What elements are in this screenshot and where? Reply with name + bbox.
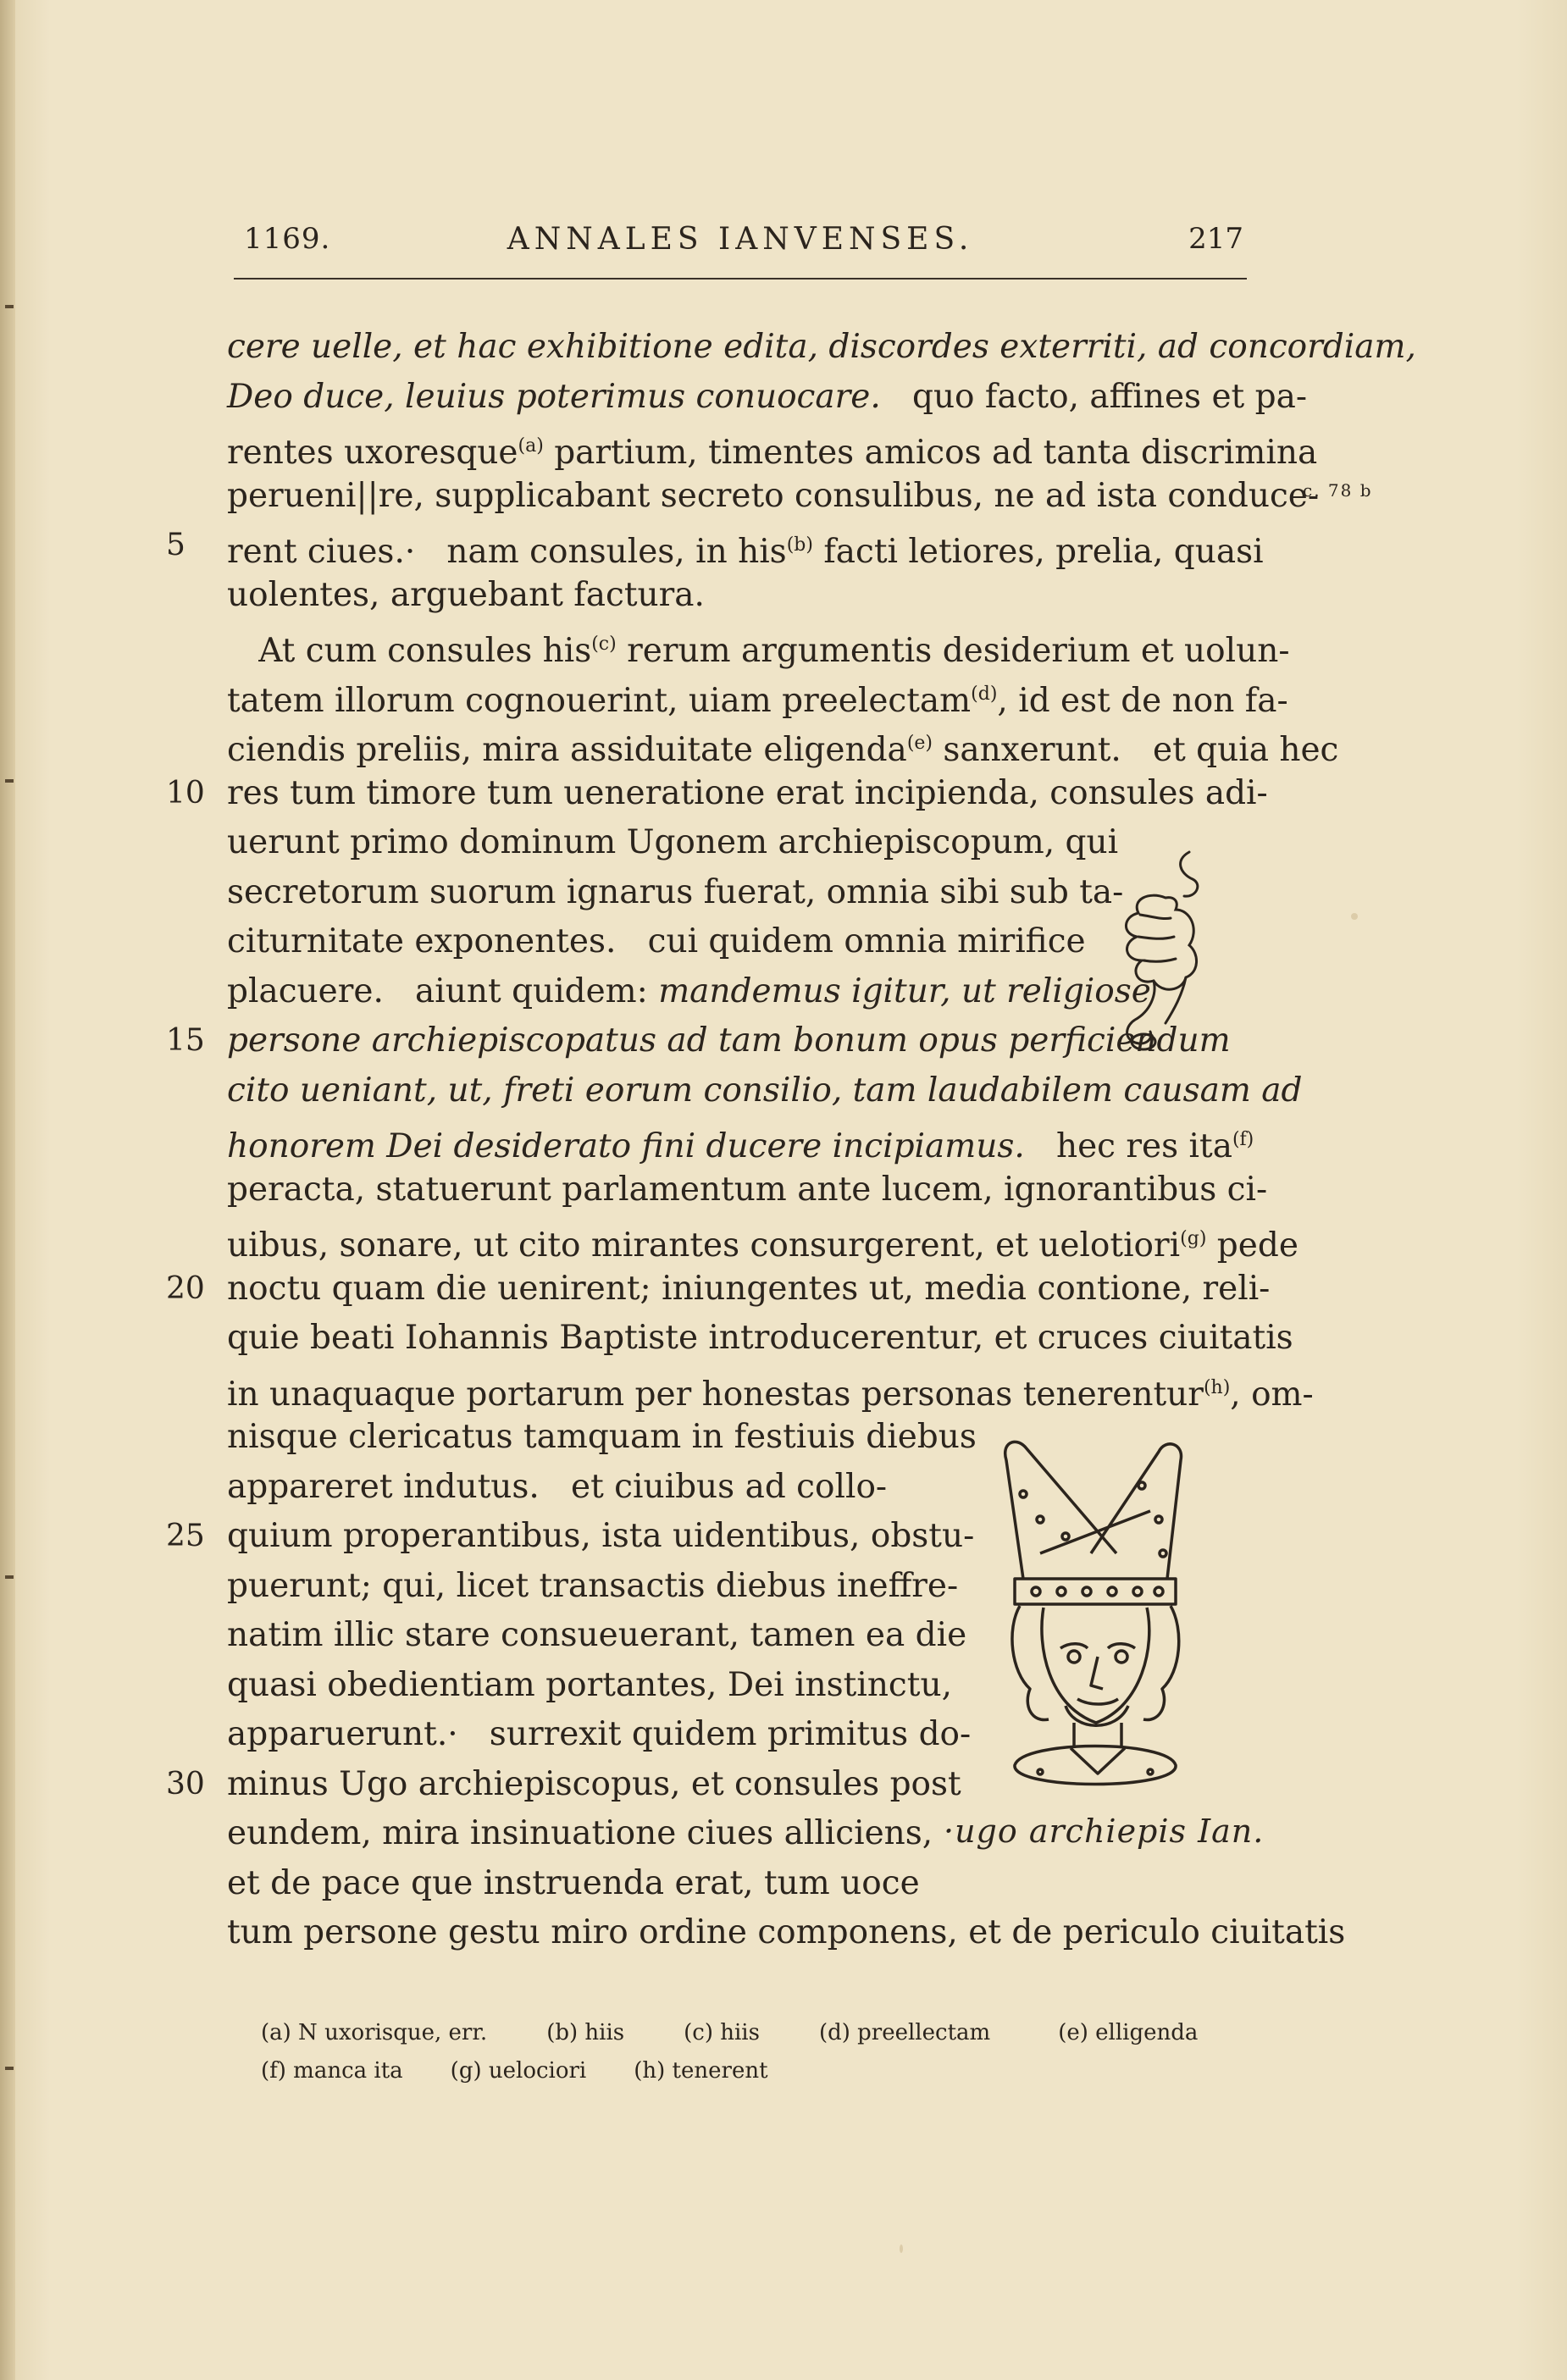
text-line: puerunt; qui, licet transactis diebus ineffre- [227, 1566, 959, 1605]
text-line: honorem Dei desiderato fini ducere incipiamus. hec res ita$^{(f)}$ [227, 1127, 1254, 1165]
archbishop-illustration [989, 1426, 1193, 1799]
text-line: perueni||re, supplicabant secreto consulibus, ne ad ista conduce- [227, 476, 1320, 515]
footnote: (a) N uxorisque, err. [261, 2020, 488, 2045]
text-line: peracta, statuerunt parlamentum ante lucem, ignorantibus ci- [227, 1170, 1268, 1209]
binding-stitch [5, 779, 14, 783]
text-line: quium properantibus, ista uidentibus, obstu- [227, 1517, 975, 1555]
binding-stitch [5, 1575, 14, 1579]
text-line: persone archiepiscopatus ad tam bonum opus perficiendum [227, 1021, 1231, 1060]
footnote: (e) elligenda [1058, 2020, 1199, 2045]
line-number: 10 [166, 775, 205, 811]
manicule-icon [1115, 845, 1208, 1057]
book-binding [0, 0, 15, 2380]
paper-spot [1351, 913, 1358, 920]
line-number: 25 [166, 1519, 205, 1553]
footnote: (h) tenerent [634, 2058, 768, 2084]
illustration-caption: ·ugo archiepis Ian. [944, 1813, 1265, 1850]
text-line: cere uelle, et hac exhibitione edita, discordes exterriti, ad concordiam, [227, 328, 1416, 366]
page-number: 217 [1188, 222, 1243, 256]
text-line: Deo duce, leuius poterimus conuocare. quo facto, affines et pa- [227, 377, 1307, 416]
line-number: 5 [166, 528, 185, 562]
text-line: natim illic stare consueuerant, tamen ea die [227, 1616, 967, 1654]
running-header [234, 222, 1247, 273]
footnote: (b) hiis [546, 2020, 625, 2045]
footnote: (d) preellectam [818, 2020, 991, 2045]
line-number: 30 [166, 1766, 205, 1802]
footnotes-row-1 [261, 2020, 1198, 2045]
margin-note: c. 78 b [1303, 480, 1373, 501]
text-line: At cum consules his$^{(c)}$ rerum argumentis desiderium et uolun- [227, 632, 1290, 670]
text-line: uolentes, arguebant factura. [227, 575, 705, 614]
header-rule [234, 278, 1247, 280]
text-line: minus Ugo archiepiscopus, et consules post [227, 1764, 961, 1803]
text-line: rentes uxoresque$^{(a)}$ partium, timentes amicos ad tanta discrimina [227, 434, 1318, 472]
text-line: secretorum suorum ignarus fuerat, omnia sibi sub ta- [227, 872, 1124, 911]
text-line: nisque clericatus tamquam in festiuis diebus [227, 1418, 977, 1456]
text-line: uibus, sonare, ut cito mirantes consurgerent, et uelotiori$^{(g)}$ pede [227, 1226, 1298, 1265]
text-line: rent ciues.· nam consules, in his$^{(b)}$ facti letiores, prelia, quasi [227, 533, 1264, 571]
footnote: (g) uelociori [450, 2058, 587, 2084]
footnote: (f) manca ita [261, 2058, 403, 2084]
text-line: cito ueniant, ut, freti eorum consilio, tam laudabilem causam ad [227, 1071, 1303, 1110]
header-year: 1169. [244, 222, 331, 256]
text-line: quasi obedientiam portantes, Dei instinctu, [227, 1665, 952, 1704]
text-line: placuere. aiunt quidem: mandemus igitur, ut religiose [227, 971, 1151, 1010]
footnotes-row-2 [261, 2058, 768, 2084]
text-line: ciendis preliis, mira assiduitate eligenda$^{(e)}$ sanxerunt. et quia hec [227, 731, 1339, 769]
text-line: apparuerunt.· surrexit quidem primitus do- [227, 1715, 972, 1753]
text-line: appareret indutus. et ciuibus ad collo- [227, 1467, 888, 1506]
text-line: eundem, mira insinuatione ciues alliciens, [227, 1814, 933, 1852]
text-line: noctu quam die uenirent; iniungentes ut, media contione, reli- [227, 1269, 1271, 1308]
binding-stitch [5, 305, 14, 308]
line-number: 15 [166, 1023, 205, 1058]
line-number: 20 [166, 1270, 205, 1306]
footnote: (c) hiis [684, 2020, 760, 2045]
text-line: citurnitate exponentes. cui quidem omnia mirifice [227, 922, 1086, 960]
text-line: tatem illorum cognouerint, uiam preelectam$^{(d)}$, id est de non fa- [227, 681, 1288, 720]
text-line: uerunt primo dominum Ugonem archiepiscopum, qui [227, 823, 1119, 861]
binding-stitch [5, 2067, 14, 2070]
text-line: tum persone gestu miro ordine componens, et de periculo ciuitatis [227, 1913, 1346, 1951]
header-title: ANNALES IANVENSES. [507, 222, 974, 257]
text-line: et de pace que instruenda erat, tum uoce [227, 1863, 920, 1902]
paper-spot [900, 2244, 903, 2253]
text-line: quie beati Iohannis Baptiste introducerentur, et cruces ciuitatis [227, 1319, 1293, 1357]
text-line: res tum timore tum ueneratione erat incipienda, consules adi- [227, 773, 1268, 812]
text-line: in unaquaque portarum per honestas personas tenerentur$^{(h)}$, om- [227, 1375, 1314, 1414]
